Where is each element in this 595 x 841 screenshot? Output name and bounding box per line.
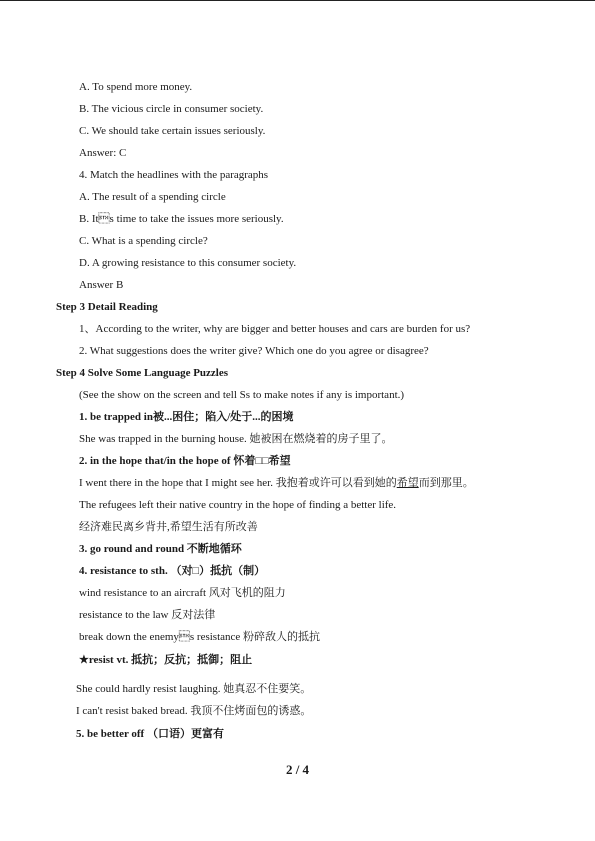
page-number: 2 / 4	[285, 762, 310, 777]
underlined-word: 希望	[396, 477, 419, 489]
example-sentence: I can't resist baked bread. 我顶不住烤面包的诱惑。	[76, 705, 312, 717]
option-a: A. To spend more money.	[79, 81, 193, 93]
detail-question-2: 2. What suggestions does the writer give? Which one do you agree or disagree?	[79, 345, 429, 357]
headline-a: A. The result of a spending circle	[79, 191, 226, 203]
example-sentence: She was trapped in the burning house. 她被困在燃烧着的房子里了。	[79, 433, 393, 445]
example-sentence	[79, 476, 474, 490]
step-4-heading: Step 4 Solve Some Language Puzzles	[56, 367, 229, 379]
example-text: I went there in the hope that I might see her. 我抱着或许可以看到她的	[79, 477, 397, 489]
example-sentence: She could hardly resist laughing. 她真忍不住要笑。	[76, 683, 312, 695]
example-text: 而到那里。	[418, 477, 474, 489]
step-3-heading: Step 3 Detail Reading	[56, 301, 158, 313]
phrase-heading-1: 1. be trapped in被...困住；陷入/处于...的困境	[79, 411, 294, 423]
option-c: C. We should take certain issues seriously.	[79, 125, 266, 137]
example-sentence: resistance to the law 反对法律	[79, 609, 216, 621]
headline-d: D. A growing resistance to this consumer society.	[79, 257, 297, 269]
example-sentence: break down the enemys resistance 粉碎敌人的抵抗	[79, 631, 321, 643]
example-translation: 经济难民离乡背井,希望生活有所改善	[79, 521, 258, 533]
answer-line: Answer B	[79, 279, 124, 291]
phrase-heading-2: 2. in the hope that/in the hope of 怀着□□希望	[79, 455, 291, 467]
example-sentence: wind resistance to an aircraft 风对飞机的阻力	[79, 587, 286, 599]
answer-line: Answer: C	[79, 147, 127, 159]
headline-b: B. Its time to take the issues more seriously.	[79, 213, 284, 225]
top-rule	[0, 0, 595, 1]
question-4: 4. Match the headlines with the paragraphs	[79, 169, 269, 181]
star-heading-resist: ★resist vt. 抵抗；反抗；抵御；阻止	[79, 654, 253, 666]
phrase-heading-5: 5. be better off （口语）更富有	[76, 728, 224, 740]
detail-question-1: 1、According to the writer, why are bigger and better houses and cars are burden for us?	[79, 323, 471, 335]
headline-c: C. What is a spending circle?	[79, 235, 208, 247]
phrase-heading-3: 3. go round and round 不断地循环	[79, 543, 242, 555]
example-sentence: The refugees left their native country in the hope of finding a better life.	[79, 499, 397, 511]
phrase-heading-4: 4. resistance to sth. （对□）抵抗（制）	[79, 565, 266, 577]
option-b: B. The vicious circle in consumer society.	[79, 103, 264, 115]
instruction-note: (See the show on the screen and tell Ss to make notes if any is important.)	[79, 389, 405, 401]
